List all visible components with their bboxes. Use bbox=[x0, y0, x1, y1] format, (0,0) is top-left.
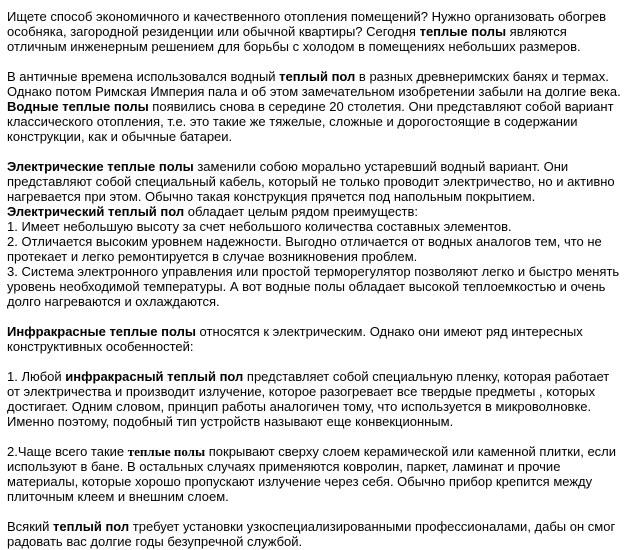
bold-text-run: Электрический теплый пол bbox=[7, 204, 185, 219]
text-run: покрывают сверху слоем керамической или каменной плитки, если используют в бане. В остальных случаях применяются ковролин, паркет, ламинат и прочие материалы, которые хорошо пропускают излучение через себя. Обычно прибор крепится между плиточным клеем и внешним слоем. bbox=[7, 444, 617, 504]
paragraph bbox=[7, 9, 621, 54]
paragraph bbox=[7, 69, 621, 144]
paragraph bbox=[7, 369, 621, 429]
paragraph bbox=[7, 444, 621, 504]
paragraph bbox=[7, 234, 621, 264]
text-run: в разных древнеримских банях и термах. Однако потом Римская Империя пала и об этом замечательном изобретении забыли на долгие века. bbox=[7, 69, 621, 99]
text-run: относятся к электрическим. Однако они имеют ряд интересных конструктивных особенностей: bbox=[7, 324, 583, 354]
text-run: требует установки узкоспециализированными профессионалами, дабы он смог радовать вас долгие годы безупречной службой. bbox=[7, 519, 616, 549]
paragraph bbox=[7, 219, 621, 234]
text-run: появились снова в середине 20 столетия. Они представляют собой вариант классического отопления, т.е. это такие же тяжелые, сложные и дорогостоящие в содержании конструкции, как и обычные батареи. bbox=[7, 99, 614, 144]
text-run: 1. Любой bbox=[7, 369, 66, 384]
text-run: 3. Система электронного управления или простой терморегулятор позволяют легко и быстро менять уровень необходимой температуры. А вот водные полы обладает высокой теплоемкостью и очень долго нагреваются и охлаждаются. bbox=[7, 264, 620, 309]
text-run: обладает целым рядом преимуществ: bbox=[184, 204, 418, 219]
paragraph bbox=[7, 324, 621, 354]
paragraph bbox=[7, 264, 621, 309]
text-run: 1. Имеет небольшую высоту за счет небольшого количества составных элементов. bbox=[7, 219, 512, 234]
text-run: Ищете способ экономичного и качественного отопления помещений? Нужно организовать обогрев особняка, загородной резиденции или обычной квартиры? Сегодня bbox=[7, 9, 607, 39]
paragraph bbox=[7, 204, 621, 219]
bold-text-run: теплые полы bbox=[419, 24, 507, 39]
text-run: 2.Чаще всего такие bbox=[7, 444, 128, 459]
text-run: 2. Отличается высоким уровнем надежности. Выгодно отличается от водных аналогов тем, что не протекает и легко ремонтируется в случае возникновения проблем. bbox=[7, 234, 602, 264]
text-run: представляет собой специальную пленку, которая работает от электричества и производит излучение, которое разогревает все твердые предметы , которых достигает. Одним словом, принцип работы аналогичен тому, что используется в микроволновке. Именно поэтому, подобный тип устройств называют еще конвекционным. bbox=[7, 369, 610, 429]
bold-text-run: Водные теплые полы bbox=[7, 99, 149, 114]
bold-text-run: теплый пол bbox=[53, 519, 130, 534]
text-run: заменили собою морально устаревший водный вариант. Они представляют собой специальный кабель, который не только проводит электричество, но и активно нагревается при этом. Обычно такая конструкция прячется под напольным покрытием. bbox=[7, 159, 615, 204]
bold-text-run: теплый пол bbox=[279, 69, 356, 84]
text-run: являются отличным инженерным решением для борьбы с холодом в помещениях небольших размеров. bbox=[7, 24, 581, 54]
bold-text-run: теплые полы bbox=[127, 444, 206, 459]
bold-text-run: инфракрасный теплый пол bbox=[65, 369, 244, 384]
bold-text-run: Электрические теплые полы bbox=[7, 159, 194, 174]
paragraph bbox=[7, 159, 621, 204]
bold-text-run: Инфракрасные теплые полы bbox=[7, 324, 196, 339]
text-run: Всякий bbox=[7, 519, 54, 534]
paragraph bbox=[7, 519, 621, 549]
text-run: В античные времена использовался водный bbox=[7, 69, 280, 84]
